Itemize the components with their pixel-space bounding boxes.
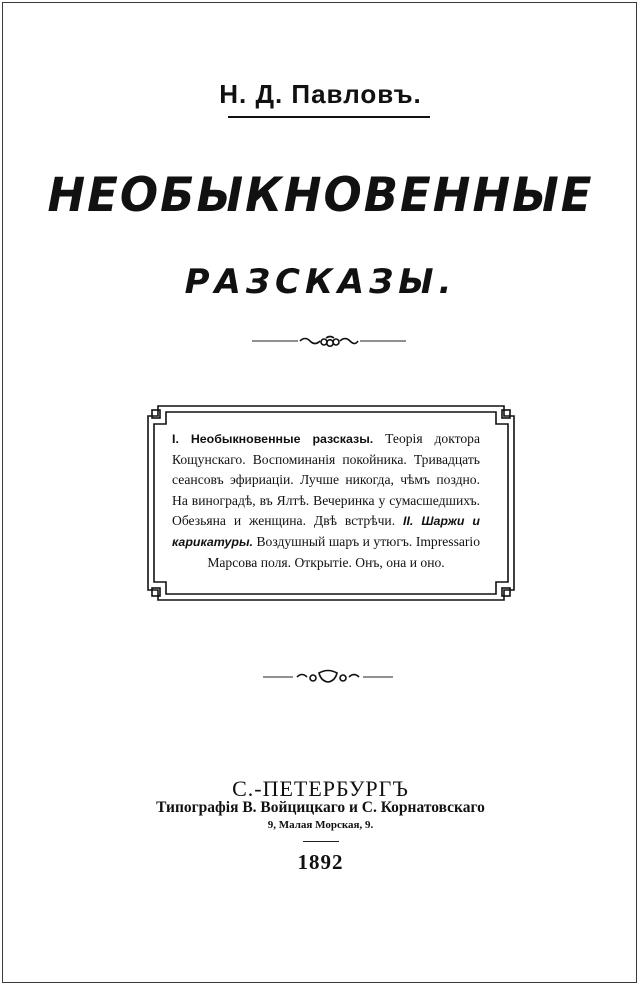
book-subtitle: РАЗСКАЗЫ. xyxy=(184,262,457,302)
part-two-items: Воздушный шаръ и утюгъ. Impressario Марсова поля. Открытіе. Онъ, она и оно. xyxy=(207,533,480,570)
imprint-address: 9, Малая Морская, 9. xyxy=(267,819,374,831)
author-underline xyxy=(228,116,430,118)
imprint-printer: Типографія В. Войцицкаго и С. Корнатовскаго xyxy=(156,799,485,816)
part-two-label: II. Шаржи и карикатуры. xyxy=(172,514,480,549)
contents-text xyxy=(172,429,480,573)
part-one-items: Теорія доктора Кощунскаго. Воспоминанія покойника. Тривадцать сеансовъ эфириаціи. Лучше никогда, чѣмъ поздно. На виноградѣ, въ Ялтѣ. Вечеринка у сумасшедшихъ. Обезьяна и женщина. Двѣ встрѣчи. xyxy=(172,431,481,529)
lower-ornament xyxy=(263,669,393,685)
author-name: Н. Д. Павловъ. xyxy=(219,79,422,109)
imprint-rule xyxy=(303,841,339,842)
upper-ornament xyxy=(252,334,406,350)
imprint-city: С.-ПЕТЕРБУРГЪ xyxy=(232,776,409,801)
book-title: НЕОБЫКНОВЕННЫЕ xyxy=(47,166,594,223)
part-one-label: I. Необыкновенные разсказы. xyxy=(172,432,374,446)
imprint-year: 1892 xyxy=(297,850,344,874)
